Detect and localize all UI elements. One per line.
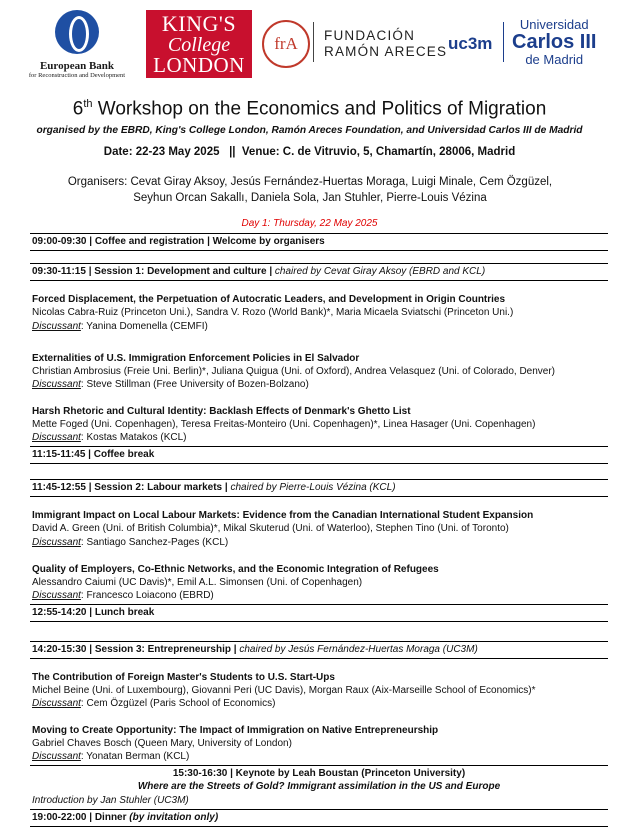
paper-title: Quality of Employers, Co-Ethnic Networks, and the Economic Integration of Refugees bbox=[32, 564, 439, 575]
paper-authors: David A. Green (Uni. of British Columbia)*, Mikal Skuterud (Uni. of Waterloo), Stephen Tino (Uni. of Toronto) bbox=[32, 523, 509, 534]
divider bbox=[30, 479, 608, 480]
far-line-2: RAMÓN ARECES bbox=[324, 44, 448, 60]
lunch-break: 12:55-14:20 | Lunch break bbox=[32, 607, 155, 618]
paper-title: Harsh Rhetoric and Cultural Identity: Backlash Effects of Denmark's Ghetto List bbox=[32, 406, 411, 417]
paper-title: Forced Displacement, the Perpetuation of Autocratic Leaders, and Development in Origin Countries bbox=[32, 294, 506, 305]
paper-authors: Alessandro Caiumi (UC Davis)*, Emil A.L. Simonsen (Uni. of Copenhagen) bbox=[32, 577, 363, 588]
paper-discussant: Discussant: Santiago Sanchez-Pages (KCL) bbox=[32, 537, 229, 548]
paper-authors: Michel Beine (Uni. of Luxembourg), Giovanni Peri (UC Davis), Morgan Raux (Aix-Marseille School of Economics)* bbox=[32, 685, 536, 696]
divider bbox=[30, 826, 608, 827]
session-3-header: 14:20-15:30 | Session 3: Entrepreneurship | chaired by Jesús Fernández-Huertas Moraga (UC3M) bbox=[32, 644, 478, 655]
divider bbox=[30, 809, 608, 810]
kcl-line-1: KING'S bbox=[161, 11, 237, 36]
coffee-break: 11:15-11:45 | Coffee break bbox=[32, 449, 155, 460]
subtitle: organised by the EBRD, King's College London, Ramón Areces Foundation, and Universidad Carlos III de Madrid bbox=[36, 125, 583, 136]
divider bbox=[30, 496, 608, 497]
dinner: 19:00-22:00 | Dinner (by invitation only) bbox=[32, 812, 219, 823]
paper-discussant: Discussant: Cem Özgüzel (Paris School of Economics) bbox=[32, 698, 276, 709]
ebrd-subname: for Reconstruction and Development bbox=[28, 72, 126, 79]
date-venue: Date: 22-23 May 2025 || Venue: C. de Vitruvio, 5, Chamartín, 28006, Madrid bbox=[103, 146, 516, 158]
divider bbox=[30, 765, 608, 766]
divider bbox=[30, 280, 608, 281]
coffee-registration: 09:00-09:30 | Coffee and registration | Welcome by organisers bbox=[32, 236, 325, 247]
paper-authors: Nicolas Cabra-Ruiz (Princeton Uni.), Sandra V. Rozo (World Bank)*, Maria Micaela Sviatschi (Princeton Uni.) bbox=[32, 307, 514, 318]
divider bbox=[30, 250, 608, 251]
divider bbox=[30, 263, 608, 264]
keynote-introduction: Introduction by Jan Stuhler (UC3M) bbox=[32, 795, 189, 806]
paper-discussant: Discussant: Yanina Domenella (CEMFI) bbox=[32, 321, 208, 332]
uc3m-university-name bbox=[512, 18, 596, 66]
ebrd-name: European Bank bbox=[39, 60, 115, 72]
far-line-1: FUNDACIÓN bbox=[324, 28, 416, 43]
paper-title: Externalities of U.S. Immigration Enforcement Policies in El Salvador bbox=[32, 353, 360, 364]
paper-authors: Gabriel Chaves Bosch (Queen Mary, University of London) bbox=[32, 738, 292, 749]
session-2-header: 11:45-12:55 | Session 2: Labour markets | chaired by Pierre-Louis Vézina (KCL) bbox=[32, 482, 396, 493]
divider bbox=[30, 446, 608, 447]
paper-title: The Contribution of Foreign Master's Students to U.S. Start-Ups bbox=[32, 672, 335, 683]
paper-discussant: Discussant: Francesco Loiacono (EBRD) bbox=[32, 590, 214, 601]
uc3m-line-2: Carlos III bbox=[512, 30, 597, 53]
fra-logo: frA bbox=[262, 20, 310, 68]
uc3m-line-1: Universidad bbox=[519, 17, 589, 32]
ebrd-logo bbox=[12, 10, 142, 79]
ramon-areces-logo bbox=[324, 28, 447, 60]
kcl-line-3: LONDON bbox=[153, 53, 245, 77]
logo-bar bbox=[0, 0, 619, 90]
paper-discussant: Discussant: Steve Stillman (Free University of Bozen-Bolzano) bbox=[32, 379, 309, 390]
day-heading: Day 1: Thursday, 22 May 2025 bbox=[241, 218, 378, 229]
logo-divider bbox=[313, 22, 314, 62]
paper-discussant: Discussant: Kostas Matakos (KCL) bbox=[32, 432, 187, 443]
paper-title: Immigrant Impact on Local Labour Markets: Evidence from the Canadian International Student Expansion bbox=[32, 510, 534, 521]
logo-divider bbox=[503, 22, 504, 62]
divider bbox=[30, 621, 608, 622]
paper-discussant: Discussant: Yonatan Berman (KCL) bbox=[32, 751, 190, 762]
paper-authors: Mette Foged (Uni. Copenhagen), Teresa Freitas-Monteiro (Uni. Copenhagen)*, Linea Hasager (Uni. Copenhagen) bbox=[32, 419, 536, 430]
divider bbox=[30, 604, 608, 605]
divider bbox=[30, 233, 608, 234]
ebrd-emblem-icon bbox=[55, 10, 99, 54]
session-1-header: 09:30-11:15 | Session 1: Development and culture | chaired by Cevat Giray Aksoy (EBRD and KCL) bbox=[32, 266, 486, 277]
uc3m-logo: uc3m bbox=[448, 34, 493, 53]
paper-title: Moving to Create Opportunity: The Impact of Immigration on Native Entrepreneurship bbox=[32, 725, 439, 736]
page-title: 6th Workshop on the Economics and Politics of Migration bbox=[72, 98, 547, 120]
divider bbox=[30, 463, 608, 464]
kcl-line-2: College bbox=[167, 34, 231, 56]
keynote-title: Where are the Streets of Gold? Immigrant assimilation in the US and Europe bbox=[137, 781, 501, 792]
keynote-header: 15:30-16:30 | Keynote by Leah Boustan (Princeton University) bbox=[172, 768, 466, 779]
organisers: Organisers: Cevat Giray Aksoy, Jesús Fernández-Huertas Moraga, Luigi Minale, Cem Özgüzel, Seyhun Orcan Sakallı, Daniela Sola, Jan Stuhler, Pierre-Louis Vézina bbox=[67, 176, 553, 204]
uc3m-line-3: de Madrid bbox=[525, 51, 584, 67]
divider bbox=[30, 658, 608, 659]
paper-authors: Christian Ambrosius (Freie Uni. Berlin)*, Juliana Quigua (Uni. of Oxford), Andrea Velasquez (Uni. of Colorado, Denver) bbox=[32, 366, 556, 377]
kcl-logo bbox=[146, 10, 252, 78]
divider bbox=[30, 641, 608, 642]
